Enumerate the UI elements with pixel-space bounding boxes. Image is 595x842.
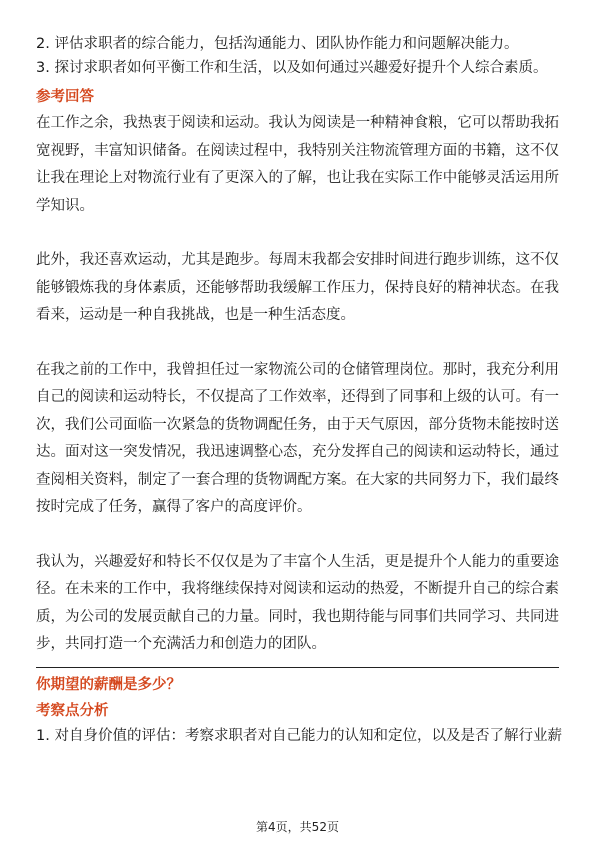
list-item: 3. 探讨求职者如何平衡工作和生活，以及如何通过兴趣爱好提升个人综合素质。 — [36, 60, 548, 76]
analysis-heading: 考察点分析 — [36, 702, 109, 719]
list-item: 2. 评估求职者的综合能力，包括沟通能力、团队协作能力和问题解决能力。 — [36, 36, 519, 52]
answer-paragraph: 在我之前的工作中，我曾担任过一家物流公司的仓储管理岗位。那时，我充分利用自己的阅读和运动特长，不仅提高了工作效率，还得到了同事和上级的认可。有一次，我们公司面临一次紧急的货物调配任务，由于天气原因，部分货物未能按时送达。面对这一突发情况，我迅速调整心态，充分发挥自己的阅读和运动特长，通过查阅相关资料，制定了一套合理的货物调配方案。在大家的共同努力下，我们最终按时完成了任务，赢得了客户的高度评价。 — [36, 361, 559, 515]
answer-paragraph: 我认为，兴趣爱好和特长不仅仅是为了丰富个人生活，更是提升个人能力的重要途径。在未来的工作中，我将继续保持对阅读和运动的热爱，不断提升自己的综合素质，为公司的发展贡献自己的力量。同时，我也期待能与同事们共同学习、共同进步，共同打造一个充满活力和创造力的团队。 — [36, 553, 559, 652]
answer-paragraph: 在工作之余，我热衷于阅读和运动。我认为阅读是一种精神食粮，它可以帮助我拓宽视野，丰富知识储备。在阅读过程中，我特别关注物流管理方面的书籍，这不仅让我在理论上对物流行业有了更深入的了解，也让我在实际工作中能够灵活运用所学知识。 — [36, 115, 559, 214]
answer-heading: 参考回答 — [36, 89, 94, 105]
answer-paragraph: 此外，我还喜欢运动，尤其是跑步。每周末我都会安排时间进行跑步训练，这不仅能够锻炼我的身体素质，还能够帮助我缓解工作压力，保持良好的精神状态。在我看来，运动是一种自我挑战，也是一种生活态度。 — [36, 252, 559, 323]
document-page — [36, 32, 562, 748]
page-number: 第4页，共52页 — [256, 820, 339, 834]
list-item: 1. 对自身价值的评估：考察求职者对自己能力的认知和定位，以及是否了解行业薪 — [36, 727, 562, 744]
question-heading: 你期望的薪酬是多少？ — [36, 676, 181, 693]
section-divider — [36, 667, 559, 668]
